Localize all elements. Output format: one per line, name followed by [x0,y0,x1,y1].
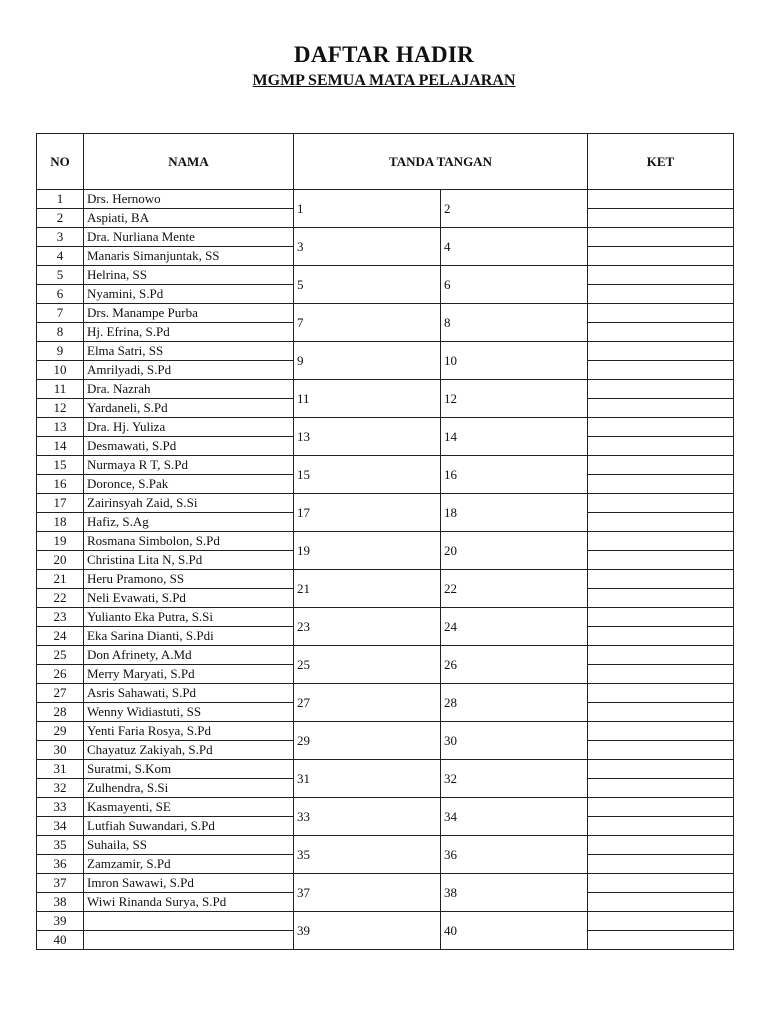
ket-cell[interactable] [588,646,734,665]
signature-cell[interactable]: 7 [294,304,441,342]
signature-cell[interactable]: 39 [294,912,441,950]
row-number: 22 [37,589,84,608]
signature-cell[interactable]: 34 [441,798,588,836]
row-number: 25 [37,646,84,665]
ket-cell[interactable] [588,665,734,684]
ket-cell[interactable] [588,760,734,779]
table-row [37,456,734,475]
ket-cell[interactable] [588,399,734,418]
participant-name: Imron Sawawi, S.Pd [84,874,294,893]
row-number: 4 [37,247,84,266]
ket-cell[interactable] [588,456,734,475]
table-row [37,836,734,855]
participant-name: Kasmayenti, SE [84,798,294,817]
ket-cell[interactable] [588,741,734,760]
signature-cell[interactable]: 11 [294,380,441,418]
table-row [37,266,734,285]
ket-cell[interactable] [588,570,734,589]
signature-cell[interactable]: 32 [441,760,588,798]
participant-name: Wiwi Rinanda Surya, S.Pd [84,893,294,912]
ket-cell[interactable] [588,209,734,228]
ket-cell[interactable] [588,551,734,570]
row-number: 35 [37,836,84,855]
row-number: 21 [37,570,84,589]
participant-name: Christina Lita N, S.Pd [84,551,294,570]
participant-name: Zamzamir, S.Pd [84,855,294,874]
signature-cell[interactable]: 18 [441,494,588,532]
row-number: 29 [37,722,84,741]
participant-name: Aspiati, BA [84,209,294,228]
row-number: 37 [37,874,84,893]
signature-cell[interactable]: 36 [441,836,588,874]
row-number: 33 [37,798,84,817]
signature-cell[interactable]: 31 [294,760,441,798]
ket-cell[interactable] [588,380,734,399]
participant-name: Dra. Nazrah [84,380,294,399]
ket-cell[interactable] [588,855,734,874]
participant-name: Heru Pramono, SS [84,570,294,589]
ket-cell[interactable] [588,494,734,513]
table-row [37,722,734,741]
ket-cell[interactable] [588,323,734,342]
ket-cell[interactable] [588,437,734,456]
table-row [37,646,734,665]
participant-name: Zairinsyah Zaid, S.Si [84,494,294,513]
participant-name: Lutfiah Suwandari, S.Pd [84,817,294,836]
signature-cell[interactable]: 3 [294,228,441,266]
signature-cell[interactable]: 1 [294,190,441,228]
ket-cell[interactable] [588,532,734,551]
table-row [37,418,734,437]
row-number: 24 [37,627,84,646]
row-number: 26 [37,665,84,684]
participant-name: Suratmi, S.Kom [84,760,294,779]
ket-cell[interactable] [588,247,734,266]
signature-cell[interactable]: 8 [441,304,588,342]
row-number: 1 [37,190,84,209]
attendance-table [36,133,734,950]
table-body [37,190,734,950]
table-row [37,380,734,399]
signature-cell[interactable]: 25 [294,646,441,684]
row-number: 28 [37,703,84,722]
table-row [37,228,734,247]
ket-cell[interactable] [588,228,734,247]
signature-cell[interactable]: 2 [441,190,588,228]
row-number: 18 [37,513,84,532]
participant-name [84,931,294,950]
participant-name: Rosmana Simbolon, S.Pd [84,532,294,551]
ket-cell[interactable] [588,836,734,855]
table-row [37,304,734,323]
row-number: 27 [37,684,84,703]
row-number: 10 [37,361,84,380]
document-subtitle: MGMP SEMUA MATA PELAJARAN [252,72,516,89]
participant-name: Hj. Efrina, S.Pd [84,323,294,342]
signature-cell[interactable]: 38 [441,874,588,912]
signature-cell[interactable]: 24 [441,608,588,646]
ket-cell[interactable] [588,589,734,608]
document-title: DAFTAR HADIR [293,42,475,67]
ket-cell[interactable] [588,418,734,437]
ket-cell[interactable] [588,931,734,950]
table-row [37,494,734,513]
participant-name: Dra. Hj. Yuliza [84,418,294,437]
participant-name: Drs. Hernowo [84,190,294,209]
row-number: 30 [37,741,84,760]
participant-name: Chayatuz Zakiyah, S.Pd [84,741,294,760]
signature-cell[interactable]: 19 [294,532,441,570]
participant-name: Suhaila, SS [84,836,294,855]
participant-name: Dra. Nurliana Mente [84,228,294,247]
row-number: 2 [37,209,84,228]
row-number: 17 [37,494,84,513]
table-row [37,760,734,779]
ket-cell[interactable] [588,817,734,836]
participant-name: Nurmaya R T, S.Pd [84,456,294,475]
signature-cell[interactable]: 6 [441,266,588,304]
participant-name: Wenny Widiastuti, SS [84,703,294,722]
ket-cell[interactable] [588,285,734,304]
row-number: 34 [37,817,84,836]
row-number: 36 [37,855,84,874]
ket-cell[interactable] [588,722,734,741]
ket-cell[interactable] [588,361,734,380]
participant-name: Desmawati, S.Pd [84,437,294,456]
participant-name: Hafiz, S.Ag [84,513,294,532]
row-number: 23 [37,608,84,627]
participant-name: Helrina, SS [84,266,294,285]
ket-cell[interactable] [588,342,734,361]
ket-cell[interactable] [588,874,734,893]
signature-cell[interactable]: 9 [294,342,441,380]
ket-cell[interactable] [588,190,734,209]
row-number: 20 [37,551,84,570]
header-tanda-tangan: TANDA TANGAN [294,134,588,190]
table-header-row [37,134,734,190]
signature-cell[interactable]: 20 [441,532,588,570]
participant-name: Amrilyadi, S.Pd [84,361,294,380]
participant-name: Eka Sarina Dianti, S.Pdi [84,627,294,646]
table-row [37,874,734,893]
signature-cell[interactable]: 29 [294,722,441,760]
table-row [37,912,734,931]
signature-cell[interactable]: 23 [294,608,441,646]
ket-cell[interactable] [588,684,734,703]
row-number: 31 [37,760,84,779]
signature-cell[interactable]: 16 [441,456,588,494]
participant-name: Merry Maryati, S.Pd [84,665,294,684]
participant-name: Zulhendra, S.Si [84,779,294,798]
signature-cell[interactable]: 13 [294,418,441,456]
participant-name [84,912,294,931]
ket-cell[interactable] [588,703,734,722]
row-number: 11 [37,380,84,399]
row-number: 5 [37,266,84,285]
participant-name: Neli Evawati, S.Pd [84,589,294,608]
participant-name: Yenti Faria Rosya, S.Pd [84,722,294,741]
signature-cell[interactable]: 40 [441,912,588,950]
ket-cell[interactable] [588,513,734,532]
signature-cell[interactable]: 21 [294,570,441,608]
participant-name: Asris Sahawati, S.Pd [84,684,294,703]
row-number: 19 [37,532,84,551]
ket-cell[interactable] [588,779,734,798]
row-number: 3 [37,228,84,247]
row-number: 6 [37,285,84,304]
signature-cell[interactable]: 26 [441,646,588,684]
ket-cell[interactable] [588,627,734,646]
ket-cell[interactable] [588,912,734,931]
table-row [37,342,734,361]
table-row [37,190,734,209]
row-number: 32 [37,779,84,798]
table-row [37,684,734,703]
signature-cell[interactable]: 4 [441,228,588,266]
participant-name: Don Afrinety, A.Md [84,646,294,665]
participant-name: Manaris Simanjuntak, SS [84,247,294,266]
participant-name: Drs. Manampe Purba [84,304,294,323]
row-number: 38 [37,893,84,912]
row-number: 39 [37,912,84,931]
signature-cell[interactable]: 27 [294,684,441,722]
ket-cell[interactable] [588,304,734,323]
signature-cell[interactable]: 12 [441,380,588,418]
signature-cell[interactable]: 30 [441,722,588,760]
ket-cell[interactable] [588,893,734,912]
signature-cell[interactable]: 35 [294,836,441,874]
table-row [37,570,734,589]
table-row [37,532,734,551]
table-row [37,798,734,817]
participant-name: Nyamini, S.Pd [84,285,294,304]
ket-cell[interactable] [588,798,734,817]
ket-cell[interactable] [588,266,734,285]
signature-cell[interactable]: 37 [294,874,441,912]
row-number: 40 [37,931,84,950]
signature-cell[interactable]: 14 [441,418,588,456]
signature-cell[interactable]: 17 [294,494,441,532]
participant-name: Doronce, S.Pak [84,475,294,494]
row-number: 16 [37,475,84,494]
header-ket: KET [588,134,734,190]
signature-cell[interactable]: 15 [294,456,441,494]
header-no: NO [37,134,84,190]
signature-cell[interactable]: 5 [294,266,441,304]
signature-cell[interactable]: 22 [441,570,588,608]
row-number: 15 [37,456,84,475]
row-number: 13 [37,418,84,437]
participant-name: Yulianto Eka Putra, S.Si [84,608,294,627]
row-number: 9 [37,342,84,361]
participant-name: Yardaneli, S.Pd [84,399,294,418]
table-row [37,608,734,627]
signature-cell[interactable]: 28 [441,684,588,722]
signature-cell[interactable]: 10 [441,342,588,380]
row-number: 8 [37,323,84,342]
header-nama: NAMA [84,134,294,190]
ket-cell[interactable] [588,475,734,494]
ket-cell[interactable] [588,608,734,627]
participant-name: Elma Satri, SS [84,342,294,361]
signature-cell[interactable]: 33 [294,798,441,836]
row-number: 14 [37,437,84,456]
row-number: 7 [37,304,84,323]
row-number: 12 [37,399,84,418]
